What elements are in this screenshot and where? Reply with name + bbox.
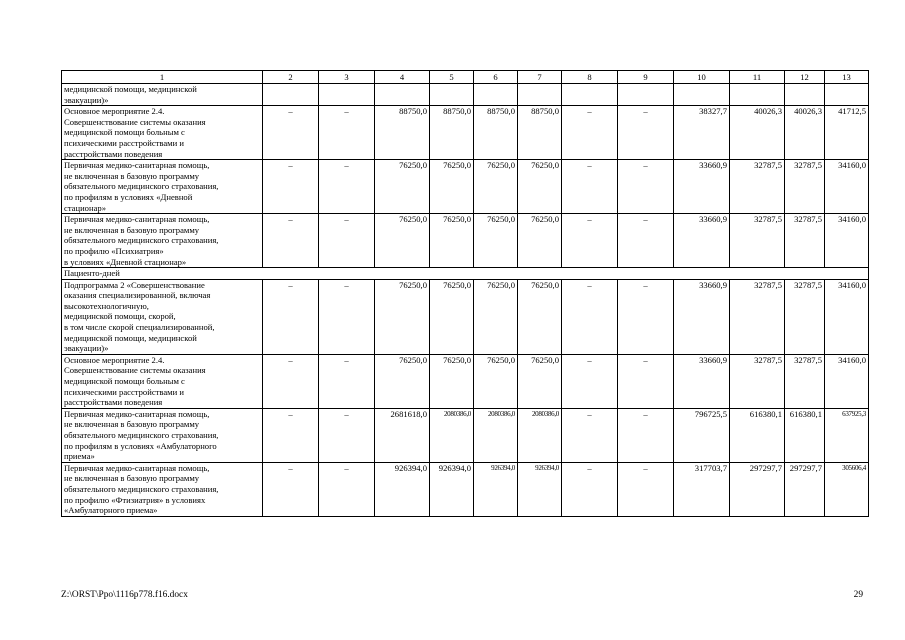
description-line: не включенная в базовую программу <box>64 473 200 484</box>
value-cell: 32787,5 <box>730 160 785 214</box>
page-number: 29 <box>853 590 863 600</box>
table-row <box>62 354 869 408</box>
value-cell: 34160,0 <box>825 214 869 268</box>
row-description <box>62 106 263 160</box>
column-header: 9 <box>618 71 674 84</box>
value-cell: 40026,3 <box>785 106 825 160</box>
dash-cell: – <box>618 160 674 214</box>
dash-cell: – <box>263 160 319 214</box>
value-cell: 297297,7 <box>730 462 785 516</box>
dash-cell: – <box>319 354 375 408</box>
table-row <box>62 214 869 268</box>
value-cell: 38327,7 <box>674 106 730 160</box>
value-cell: 637925,3 <box>825 408 869 462</box>
description-line: оказания специализированной, включая <box>64 290 211 301</box>
description-line: медицинской помощи больным с <box>64 376 185 387</box>
description-line: Первичная медико-санитарная помощь, <box>64 462 210 473</box>
row-description <box>62 354 263 408</box>
value-cell: 305606,4 <box>825 462 869 516</box>
value-cell: 616380,1 <box>785 408 825 462</box>
description-line: медицинской помощи, медицинской <box>64 84 197 94</box>
value-cell: 40026,3 <box>730 106 785 160</box>
description-line: по профилю «Фтизиатрия» в условиях <box>64 494 206 505</box>
column-header: 10 <box>674 71 730 84</box>
value-cell: 76250,0 <box>430 214 474 268</box>
description-line: эвакуации)» <box>64 343 109 354</box>
value-cell: 76250,0 <box>474 214 518 268</box>
value-cell: 32787,5 <box>730 214 785 268</box>
value-cell: 34160,0 <box>825 354 869 408</box>
description-line: Первичная медико-санитарная помощь, <box>64 408 210 419</box>
column-header: 5 <box>430 71 474 84</box>
dash-cell: – <box>319 160 375 214</box>
dash-cell: – <box>618 279 674 354</box>
value-cell: 76250,0 <box>518 214 562 268</box>
row-description <box>62 462 263 516</box>
dash-cell: – <box>562 160 618 214</box>
dash-cell: – <box>562 408 618 462</box>
value-cell: 76250,0 <box>375 160 430 214</box>
table-row <box>62 84 869 106</box>
value-cell: 33660,9 <box>674 354 730 408</box>
description-line: Первичная медико-санитарная помощь, <box>64 160 210 171</box>
value-cell: 926394,0 <box>430 462 474 516</box>
value-cell: 76250,0 <box>430 160 474 214</box>
value-cell: 317703,7 <box>674 462 730 516</box>
section-row <box>62 268 869 280</box>
description-line: психическими расстройствами и <box>64 137 184 148</box>
value-cell: 76250,0 <box>518 160 562 214</box>
value-cell: 88750,0 <box>375 106 430 160</box>
value-cell <box>618 84 674 106</box>
value-cell <box>430 84 474 106</box>
value-cell <box>375 84 430 106</box>
description-line: по профилям в условиях «Дневной <box>64 191 193 202</box>
column-header: 2 <box>263 71 319 84</box>
description-line: обязательного медицинского страхования, <box>64 181 219 192</box>
dash-cell: – <box>319 106 375 160</box>
description-line: Совершенствование системы оказания <box>64 365 206 376</box>
value-cell: 926394,0 <box>474 462 518 516</box>
value-cell: 34160,0 <box>825 279 869 354</box>
dash-cell: – <box>263 354 319 408</box>
value-cell: 32787,5 <box>785 160 825 214</box>
dash-cell: – <box>319 462 375 516</box>
dash-cell: – <box>263 106 319 160</box>
description-line: в условиях «Дневной стационар» <box>64 256 187 267</box>
value-cell: 76250,0 <box>375 279 430 354</box>
description-line: обязательного медицинского страхования, <box>64 235 219 246</box>
value-cell: 796725,5 <box>674 408 730 462</box>
value-cell: 33660,9 <box>674 279 730 354</box>
description-line: приема» <box>64 451 95 462</box>
description-line: по профилям в условиях «Амбулаторного <box>64 440 217 451</box>
value-cell: 34160,0 <box>825 160 869 214</box>
description-line: медицинской помощи, скорой, <box>64 311 176 322</box>
row-description <box>62 268 869 280</box>
value-cell: 32787,5 <box>730 279 785 354</box>
dash-cell: – <box>618 354 674 408</box>
column-header: 13 <box>825 71 869 84</box>
dash-cell: – <box>562 279 618 354</box>
dash-cell: – <box>618 106 674 160</box>
description-line: эвакуации)» <box>64 94 109 105</box>
column-header: 6 <box>474 71 518 84</box>
description-line: медицинской помощи больным с <box>64 127 185 138</box>
description-line: Пациенто-дней <box>64 268 120 279</box>
column-header: 11 <box>730 71 785 84</box>
value-cell: 76250,0 <box>430 354 474 408</box>
dash-cell: – <box>319 279 375 354</box>
description-line: обязательного медицинского страхования, <box>64 430 219 440</box>
value-cell: 926394,0 <box>375 462 430 516</box>
description-line: не включенная в базовую программу <box>64 224 200 235</box>
row-description <box>62 279 263 354</box>
dash-cell: – <box>562 354 618 408</box>
value-cell <box>263 84 319 106</box>
value-cell: 2080386,0 <box>518 408 562 462</box>
value-cell: 76250,0 <box>518 354 562 408</box>
table-row <box>62 106 869 160</box>
description-line: Первичная медико-санитарная помощь, <box>64 214 210 225</box>
value-cell <box>562 84 618 106</box>
description-line: «Амбулаторного приема» <box>64 505 158 516</box>
column-header: 8 <box>562 71 618 84</box>
description-line: не включенная в базовую программу <box>64 419 200 430</box>
column-header: 3 <box>319 71 375 84</box>
value-cell: 32787,5 <box>730 354 785 408</box>
column-header: 4 <box>375 71 430 84</box>
dash-cell: – <box>263 462 319 516</box>
description-line: расстройствами поведения <box>64 397 163 408</box>
value-cell: 76250,0 <box>474 354 518 408</box>
description-line: расстройствами поведения <box>64 148 163 159</box>
description-line: Совершенствование системы оказания <box>64 116 206 127</box>
description-line: высокотехнологичную, <box>64 300 149 311</box>
description-line: медицинской помощи, медицинской <box>64 332 197 343</box>
dash-cell: – <box>562 106 618 160</box>
dash-cell: – <box>263 279 319 354</box>
value-cell: 2080386,0 <box>474 408 518 462</box>
description-line: Основное мероприятие 2.4. <box>64 354 165 365</box>
value-cell <box>319 84 375 106</box>
value-cell: 76250,0 <box>375 214 430 268</box>
value-cell <box>474 84 518 106</box>
description-line: Подпрограмма 2 «Совершенствование <box>64 279 205 290</box>
description-line: психическими расстройствами и <box>64 386 184 397</box>
value-cell: 76250,0 <box>474 279 518 354</box>
description-line: обязательного медицинского страхования, <box>64 483 219 494</box>
table-row <box>62 408 869 462</box>
column-header: 7 <box>518 71 562 84</box>
description-line: по профилю «Психиатрия» <box>64 245 164 256</box>
dash-cell: – <box>618 408 674 462</box>
row-description <box>62 408 263 462</box>
value-cell: 33660,9 <box>674 160 730 214</box>
table-row <box>62 462 869 516</box>
value-cell: 926394,0 <box>518 462 562 516</box>
row-description <box>62 214 263 268</box>
value-cell: 33660,9 <box>674 214 730 268</box>
file-path: Z:\ORST\Ppo\1116p778.f16.docx <box>61 590 188 600</box>
description-line: не включенная в базовую программу <box>64 170 200 181</box>
table-row <box>62 279 869 354</box>
value-cell <box>674 84 730 106</box>
value-cell: 297297,7 <box>785 462 825 516</box>
value-cell <box>825 84 869 106</box>
dash-cell: – <box>319 408 375 462</box>
dash-cell: – <box>618 214 674 268</box>
value-cell: 88750,0 <box>518 106 562 160</box>
dash-cell: – <box>319 214 375 268</box>
description-line: Основное мероприятие 2.4. <box>64 106 165 117</box>
dash-cell: – <box>263 408 319 462</box>
row-description <box>62 160 263 214</box>
value-cell: 41712,5 <box>825 106 869 160</box>
value-cell: 2681618,0 <box>375 408 430 462</box>
dash-cell: – <box>562 214 618 268</box>
dash-cell: – <box>562 462 618 516</box>
value-cell <box>785 84 825 106</box>
dash-cell: – <box>618 462 674 516</box>
value-cell: 32787,5 <box>785 279 825 354</box>
value-cell <box>518 84 562 106</box>
header-row <box>62 71 869 84</box>
value-cell: 32787,5 <box>785 354 825 408</box>
column-header: 12 <box>785 71 825 84</box>
value-cell: 88750,0 <box>430 106 474 160</box>
description-line: в том числе скорой специализированной, <box>64 322 215 333</box>
value-cell: 88750,0 <box>474 106 518 160</box>
value-cell: 76250,0 <box>474 160 518 214</box>
value-cell: 76250,0 <box>518 279 562 354</box>
data-table <box>61 70 869 517</box>
column-header: 1 <box>62 71 263 84</box>
dash-cell: – <box>263 214 319 268</box>
value-cell <box>730 84 785 106</box>
row-description <box>62 84 263 106</box>
description-line: стационар» <box>64 202 106 213</box>
table-row <box>62 160 869 214</box>
value-cell: 32787,5 <box>785 214 825 268</box>
value-cell: 2080386,0 <box>430 408 474 462</box>
value-cell: 616380,1 <box>730 408 785 462</box>
value-cell: 76250,0 <box>375 354 430 408</box>
value-cell: 76250,0 <box>430 279 474 354</box>
